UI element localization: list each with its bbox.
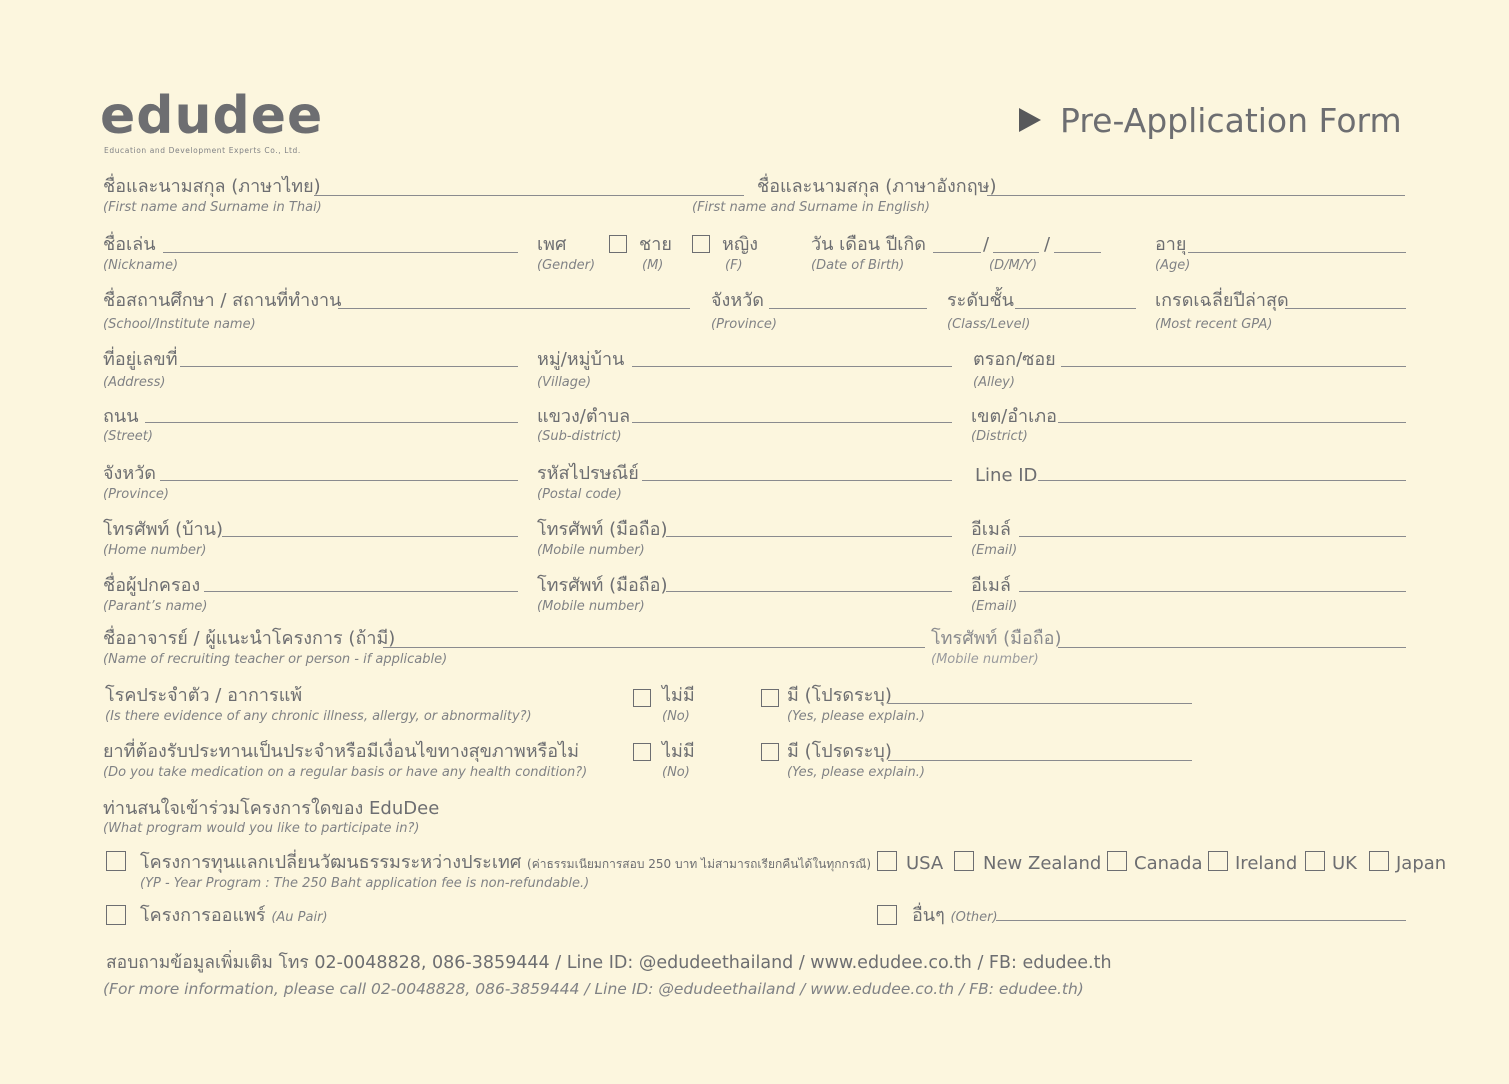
label-au-pair [140,905,328,927]
label-line-id: Line ID [975,465,1038,486]
label-age: อายุ [1155,234,1187,255]
label-dob: วัน เดือน ปีเกิด [811,234,926,255]
field-alley[interactable] [1061,366,1406,367]
label-illness-yes: มี (โปรดระบุ) [787,685,892,706]
label-parent-mobile-en: (Mobile number) [537,599,645,614]
label-school: ชื่อสถานศึกษา / สถานที่ทำงาน [103,290,342,311]
label-name-english: ชื่อและนามสกุล (ภาษาอังกฤษ) [757,176,997,197]
label-female: หญิง [722,234,758,255]
label-home-phone: โทรศัพท์ (บ้าน) [103,519,223,540]
label-other-text: อื่นๆ [912,905,945,926]
label-village: หมู่/หมู่บ้าน [537,349,625,370]
label-gender-en: (Gender) [537,258,596,273]
checkbox-au-pair[interactable] [106,905,126,925]
field-teacher[interactable] [383,647,925,648]
form-title: Pre-Application Form [1060,101,1402,140]
label-age-en: (Age) [1155,258,1191,273]
footer-contact-thai: สอบถามข้อมูลเพิ่มเติม โทร 02-0048828, 086-3859444 / Line ID: @edudeethailand / www.edudee.co.th / FB: edudee.th [106,953,1112,973]
label-medication-en: (Do you take medication on a regular basis or have any health condition?) [103,765,588,780]
label-province-school-en: (Province) [711,317,777,332]
label-postal: รหัสไปรษณีย์ [537,463,639,484]
label-illness: โรคประจำตัว / อาการแพ้ [105,685,303,706]
label-medication: ยาที่ต้องรับประทานเป็นประจำหรือมีเงื่อนไขทางสุขภาพหรือไม่ [103,741,580,762]
field-medication-explain[interactable] [888,760,1192,761]
label-email: อีเมล์ [971,519,1011,540]
label-subdistrict: แขวง/ตำบล [537,406,631,427]
field-age[interactable] [1188,252,1406,253]
label-street-en: (Street) [103,429,153,444]
label-country-new-zealand: New Zealand [983,853,1102,874]
field-district[interactable] [1058,422,1406,423]
label-nickname: ชื่อเล่น [103,234,156,255]
label-name-thai-en: (First name and Surname in Thai) [103,200,322,215]
label-illness-no: ไม่มี [662,685,695,706]
label-country-japan: Japan [1396,853,1447,874]
label-yp-program-text: โครงการทุนแลกเปลี่ยนวัฒนธรรมระหว่างประเทศ [140,852,522,873]
label-medication-yes-en: (Yes, please explain.) [787,765,925,780]
label-program-question-en: (What program would you like to participate in?) [103,821,420,836]
label-street: ถนน [103,406,139,427]
label-district-en: (District) [971,429,1028,444]
label-alley: ตรอก/ซอย [973,349,1056,370]
label-gpa-en: (Most recent GPA) [1155,317,1273,332]
label-name-english-en: (First name and Surname in English) [692,200,930,215]
field-dob-month[interactable] [993,252,1039,253]
field-name-english[interactable] [987,195,1405,196]
field-name-thai[interactable] [314,195,744,196]
label-gender: เพศ [537,234,567,255]
label-parent: ชื่อผู้ปกครอง [103,575,201,596]
checkbox-country-ireland[interactable] [1208,851,1228,871]
label-name-thai: ชื่อและนามสกุล (ภาษาไทย) [103,176,321,197]
field-parent-email[interactable] [1019,591,1406,592]
label-dob-format: (D/M/Y) [989,258,1038,273]
label-subdistrict-en: (Sub-district) [537,429,622,444]
field-village[interactable] [632,366,952,367]
checkbox-medication-no[interactable] [633,743,651,761]
label-other [912,905,998,927]
field-illness-explain[interactable] [888,703,1192,704]
label-yp-program [140,852,871,875]
field-parent-mobile[interactable] [666,591,952,592]
dob-separator-2: / [1044,234,1051,255]
field-dob-year[interactable] [1054,252,1101,253]
checkbox-other[interactable] [877,905,897,925]
label-illness-en: (Is there evidence of any chronic illness, allergy, or abnormality?) [105,709,532,724]
dob-separator-1: / [983,234,990,255]
label-village-en: (Village) [537,375,592,390]
label-medication-yes: มี (โปรดระบุ) [787,741,892,762]
label-address: ที่อยู่เลขที่ [103,349,178,370]
checkbox-illness-no[interactable] [633,689,651,707]
label-au-pair-en: (Au Pair) [271,910,328,925]
label-address-en: (Address) [103,375,166,390]
label-district: เขต/อำเภอ [971,406,1057,427]
label-level: ระดับชั้น [947,290,1014,311]
label-other-en: (Other) [950,910,998,925]
label-yp-program-en: (YP - Year Program : The 250 Baht application fee is non-refundable.) [140,876,590,891]
checkbox-country-uk[interactable] [1305,851,1325,871]
label-country-canada: Canada [1134,853,1203,874]
label-alley-en: (Alley) [973,375,1015,390]
label-parent-email: อีเมล์ [971,575,1011,596]
label-gpa: เกรดเฉลี่ยปีล่าสุด [1155,290,1289,311]
label-parent-en: (Parant’s name) [103,599,208,614]
label-parent-email-en: (Email) [971,599,1018,614]
label-male-en: (M) [642,258,664,273]
checkbox-male[interactable] [609,235,627,253]
field-street[interactable] [145,422,518,423]
label-male: ชาย [639,234,672,255]
field-parent[interactable] [204,591,518,592]
label-medication-no-en: (No) [662,765,690,780]
label-teacher: ชื่ออาจารย์ / ผู้แนะนำโครงการ (ถ้ามี) [103,628,396,649]
field-teacher-mobile[interactable] [1058,647,1406,648]
field-subdistrict[interactable] [632,422,952,423]
checkbox-country-usa[interactable] [877,851,897,871]
label-yp-fee-note: (ค่าธรรมเนียมการสอบ 250 บาท ไม่สามารถเรียกคืนได้ในทุกกรณี) [527,857,872,871]
checkbox-country-canada[interactable] [1107,851,1127,871]
field-province[interactable] [160,480,518,481]
field-mobile[interactable] [666,536,952,537]
checkbox-yp-program[interactable] [106,851,126,871]
label-email-en: (Email) [971,543,1018,558]
label-country-usa: USA [906,853,944,874]
play-triangle-icon [1019,108,1041,132]
label-teacher-mobile: โทรศัพท์ (มือถือ) [931,628,1062,649]
checkbox-illness-yes[interactable] [761,689,779,707]
label-teacher-en: (Name of recruiting teacher or person - if applicable) [103,652,448,667]
footer-contact-english: (For more information, please call 02-0048828, 086-3859444 / Line ID: @edudeethailand / www.edudee.co.th / FB: edudee.th) [103,980,1084,998]
label-illness-yes-en: (Yes, please explain.) [787,709,925,724]
field-nickname[interactable] [163,252,518,253]
label-teacher-mobile-en: (Mobile number) [931,652,1039,667]
label-postal-en: (Postal code) [537,487,622,502]
checkbox-country-new-zealand[interactable] [954,851,974,871]
field-dob-day[interactable] [933,252,981,253]
field-address[interactable] [180,366,518,367]
label-parent-mobile: โทรศัพท์ (มือถือ) [537,575,668,596]
logo-subtitle: Education and Development Experts Co., Ltd. [104,146,301,155]
label-country-uk: UK [1332,853,1357,874]
field-other[interactable] [996,920,1406,921]
field-province-school[interactable] [769,308,927,309]
edudee-logo: edudee [100,86,324,146]
label-female-en: (F) [725,258,743,273]
field-postal[interactable] [642,480,952,481]
label-mobile: โทรศัพท์ (มือถือ) [537,519,668,540]
checkbox-medication-yes[interactable] [761,743,779,761]
label-level-en: (Class/Level) [947,317,1031,332]
field-email[interactable] [1019,536,1406,537]
field-gpa[interactable] [1285,308,1406,309]
field-line-id[interactable] [1038,480,1406,481]
label-province: จังหวัด [103,463,156,484]
label-illness-no-en: (No) [662,709,690,724]
checkbox-country-japan[interactable] [1369,851,1389,871]
field-school[interactable] [338,308,690,309]
label-mobile-en: (Mobile number) [537,543,645,558]
checkbox-female[interactable] [692,235,710,253]
label-school-en: (School/Institute name) [103,317,256,332]
label-medication-no: ไม่มี [662,741,695,762]
label-province-school: จังหวัด [711,290,764,311]
label-home-phone-en: (Home number) [103,543,207,558]
label-program-question: ท่านสนใจเข้าร่วมโครงการใดของ EduDee [103,798,440,819]
label-country-ireland: Ireland [1235,853,1298,874]
label-dob-en: (Date of Birth) [811,258,905,273]
field-level[interactable] [1015,308,1136,309]
field-home-phone[interactable] [222,536,518,537]
label-au-pair-text: โครงการออแพร์ [140,905,266,926]
label-nickname-en: (Nickname) [103,258,179,273]
label-province-en: (Province) [103,487,169,502]
